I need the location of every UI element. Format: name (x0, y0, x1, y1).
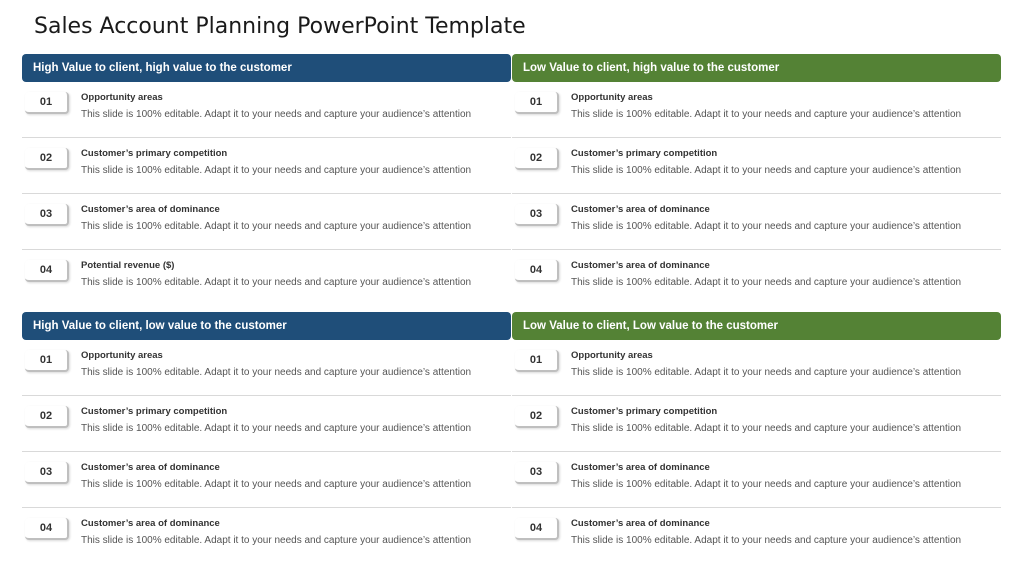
item-number-badge: 01 (25, 350, 69, 372)
item-description: This slide is 100% editable. Adapt it to your needs and capture your audience’s attention (81, 535, 472, 546)
item-number-badge: 01 (515, 92, 559, 114)
item-description: This slide is 100% editable. Adapt it to your needs and capture your audience’s attention (571, 479, 962, 490)
list-item (22, 82, 511, 138)
slide-title: Sales Account Planning PowerPoint Template (34, 14, 526, 39)
list-item (512, 396, 1001, 452)
list-item (512, 508, 1001, 564)
quadrant-high-low (22, 312, 511, 564)
item-description: This slide is 100% editable. Adapt it to your needs and capture your audience’s attention (81, 221, 472, 232)
quadrant-high-high (22, 54, 511, 306)
list-item (22, 138, 511, 194)
item-title: Customer’s primary competition (571, 406, 718, 417)
quadrant-header: Low Value to client, high value to the customer (512, 54, 1001, 82)
item-number-badge: 03 (25, 462, 69, 484)
item-title: Customer’s area of dominance (571, 518, 710, 529)
item-number-badge: 02 (25, 148, 69, 170)
item-number-badge: 03 (25, 204, 69, 226)
list-item (512, 340, 1001, 396)
item-description: This slide is 100% editable. Adapt it to your needs and capture your audience’s attention (571, 535, 962, 546)
item-title: Opportunity areas (81, 92, 163, 103)
item-description: This slide is 100% editable. Adapt it to your needs and capture your audience’s attention (81, 165, 472, 176)
item-description: This slide is 100% editable. Adapt it to your needs and capture your audience’s attention (81, 109, 472, 120)
item-number-badge: 04 (515, 518, 559, 540)
quadrant-low-low (512, 312, 1001, 564)
item-description: This slide is 100% editable. Adapt it to your needs and capture your audience’s attention (81, 423, 472, 434)
item-number-badge: 04 (515, 260, 559, 282)
list-item (512, 452, 1001, 508)
item-title: Customer’s area of dominance (571, 260, 710, 271)
item-description: This slide is 100% editable. Adapt it to your needs and capture your audience’s attention (571, 367, 962, 378)
item-description: This slide is 100% editable. Adapt it to your needs and capture your audience’s attention (81, 479, 472, 490)
list-item (22, 194, 511, 250)
item-title: Customer’s area of dominance (81, 518, 220, 529)
item-number-badge: 03 (515, 462, 559, 484)
list-item (512, 250, 1001, 306)
item-number-badge: 03 (515, 204, 559, 226)
item-title: Customer’s primary competition (81, 148, 228, 159)
item-description: This slide is 100% editable. Adapt it to your needs and capture your audience’s attention (571, 109, 962, 120)
item-number-badge: 02 (25, 406, 69, 428)
list-item (22, 452, 511, 508)
list-item (512, 138, 1001, 194)
item-description: This slide is 100% editable. Adapt it to your needs and capture your audience’s attention (571, 423, 962, 434)
item-title: Customer’s area of dominance (81, 462, 220, 473)
item-title: Customer’s area of dominance (81, 204, 220, 215)
item-number-badge: 02 (515, 148, 559, 170)
quadrant-header: High Value to client, low value to the customer (22, 312, 511, 340)
item-description: This slide is 100% editable. Adapt it to your needs and capture your audience’s attention (571, 165, 962, 176)
list-item (22, 508, 511, 564)
item-description: This slide is 100% editable. Adapt it to your needs and capture your audience’s attention (81, 277, 472, 288)
list-item (22, 340, 511, 396)
list-item (512, 82, 1001, 138)
item-title: Customer’s area of dominance (571, 204, 710, 215)
list-item (512, 194, 1001, 250)
item-title: Opportunity areas (571, 350, 653, 361)
item-description: This slide is 100% editable. Adapt it to your needs and capture your audience’s attention (81, 367, 472, 378)
quadrant-header: Low Value to client, Low value to the customer (512, 312, 1001, 340)
item-number-badge: 01 (515, 350, 559, 372)
item-title: Customer’s area of dominance (571, 462, 710, 473)
item-number-badge: 04 (25, 260, 69, 282)
list-item (22, 396, 511, 452)
item-title: Opportunity areas (571, 92, 653, 103)
item-number-badge: 02 (515, 406, 559, 428)
item-title: Customer’s primary competition (81, 406, 228, 417)
quadrant-low-high (512, 54, 1001, 306)
item-title: Opportunity areas (81, 350, 163, 361)
item-description: This slide is 100% editable. Adapt it to your needs and capture your audience’s attention (571, 221, 962, 232)
item-number-badge: 01 (25, 92, 69, 114)
item-number-badge: 04 (25, 518, 69, 540)
list-item (22, 250, 511, 306)
item-title: Customer’s primary competition (571, 148, 718, 159)
item-description: This slide is 100% editable. Adapt it to your needs and capture your audience’s attention (571, 277, 962, 288)
quadrant-header: High Value to client, high value to the customer (22, 54, 511, 82)
item-title: Potential revenue ($) (81, 260, 175, 271)
